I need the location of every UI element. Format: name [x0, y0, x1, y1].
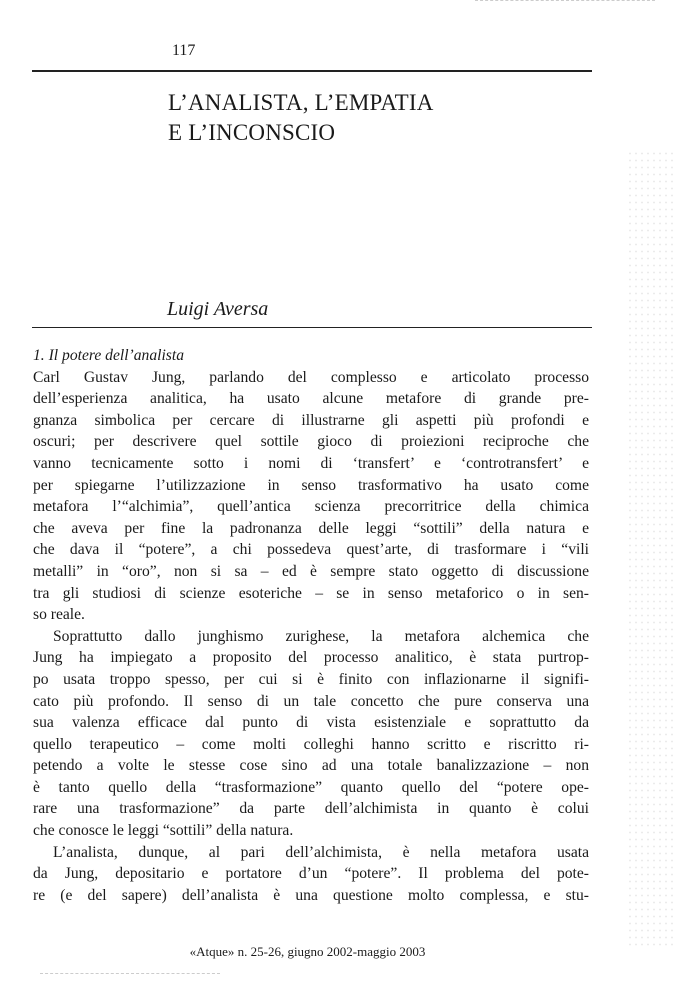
title-line-1: L’ANALISTA, L’EMPATIA	[168, 90, 434, 115]
text-line: po usata troppo spesso, per cui si è finito con inflazionarne il signifi-	[33, 670, 589, 688]
text-line: Jung ha impiegato a proposito del processo analitico, è stata purtrop-	[33, 649, 589, 667]
header-rule	[32, 70, 592, 72]
page-number: 117	[172, 42, 196, 59]
text-line: Soprattutto dallo junghismo zurighese, la metafora alchemica che	[53, 627, 589, 645]
footer-citation: «Atque» n. 25-26, giugno 2002-maggio 2003	[189, 944, 426, 959]
text-line: è tanto quello della “trasformazione” quanto quello del “potere ope-	[33, 778, 589, 796]
scan-artifact-top	[475, 0, 655, 11]
scan-artifact-margin	[627, 150, 675, 950]
text-line: so reale.	[33, 606, 85, 624]
text-line: metalli” in “oro”, non si sa – ed è sempre stato oggetto di discussione	[33, 562, 589, 580]
text-line: quello terapeutico – come molti colleghi hanno scritto e riscritto ri-	[33, 735, 589, 753]
text-line: Carl Gustav Jung, parlando del complesso e articolato processo	[33, 368, 589, 386]
text-line: rare una trasformazione” da parte dell’alchimista in quanto è colui	[33, 800, 589, 818]
text-line: petendo a volte le stesse cose sino ad una totale banalizzazione – non	[33, 757, 589, 775]
text-line: L’analista, dunque, al pari dell’alchimista, è nella metafora usata	[53, 843, 589, 861]
text-line: oscuri; per descrivere quel sottile gioco di proiezioni reciproche che	[33, 433, 589, 451]
article-title	[168, 88, 434, 148]
text-line: che aveva per fine la padronanza delle leggi “sottili” della natura e	[33, 519, 589, 537]
scan-artifact-bottom	[40, 973, 220, 976]
text-line: metafora l’“alchimia”, quell’antica scienza precorritrice della chimica	[33, 498, 589, 516]
section-heading: 1. Il potere dell’analista	[33, 347, 185, 364]
text-line: che conosce le leggi “sottili” della natura.	[33, 822, 294, 840]
text-line: vanno tecnicamente sotto i nomi di ‘transfert’ e ‘controtransfert’ e	[33, 454, 589, 472]
text-line: che dava il “potere”, a chi possedeva quest’arte, di trasformare i “vili	[33, 541, 589, 559]
title-line-2: E L’INCONSCIO	[168, 120, 336, 145]
author-rule	[32, 327, 592, 328]
text-line: sua valenza efficace dal punto di vista esistenziale e soprattutto da	[33, 714, 589, 732]
text-line: cato più profondo. Il senso di un tale concetto che pure conserva una	[33, 692, 589, 710]
text-line: dell’esperienza analitica, ha usato alcune metafore di grande pre-	[33, 390, 589, 408]
text-line: gnanza simbolica per cercare di illustrarne gli aspetti più profondi e	[33, 411, 589, 429]
text-line: per spiegarne l’utilizzazione in senso trasformativo ha usato come	[33, 476, 589, 494]
paragraph-3	[33, 842, 589, 907]
paragraph-2	[33, 626, 589, 842]
paragraph-1	[33, 367, 589, 626]
article-body	[33, 345, 589, 906]
author-name: Luigi Aversa	[167, 298, 269, 320]
text-line: tra gli studiosi di scienze esoteriche – se in senso metaforico o in sen-	[33, 584, 589, 602]
journal-footer	[0, 944, 675, 960]
text-line: da Jung, depositario e portatore d’un “potere”. Il problema del pote-	[33, 865, 589, 883]
text-line: re (e del sapere) dell’analista è una questione molto complessa, e stu-	[33, 886, 589, 904]
